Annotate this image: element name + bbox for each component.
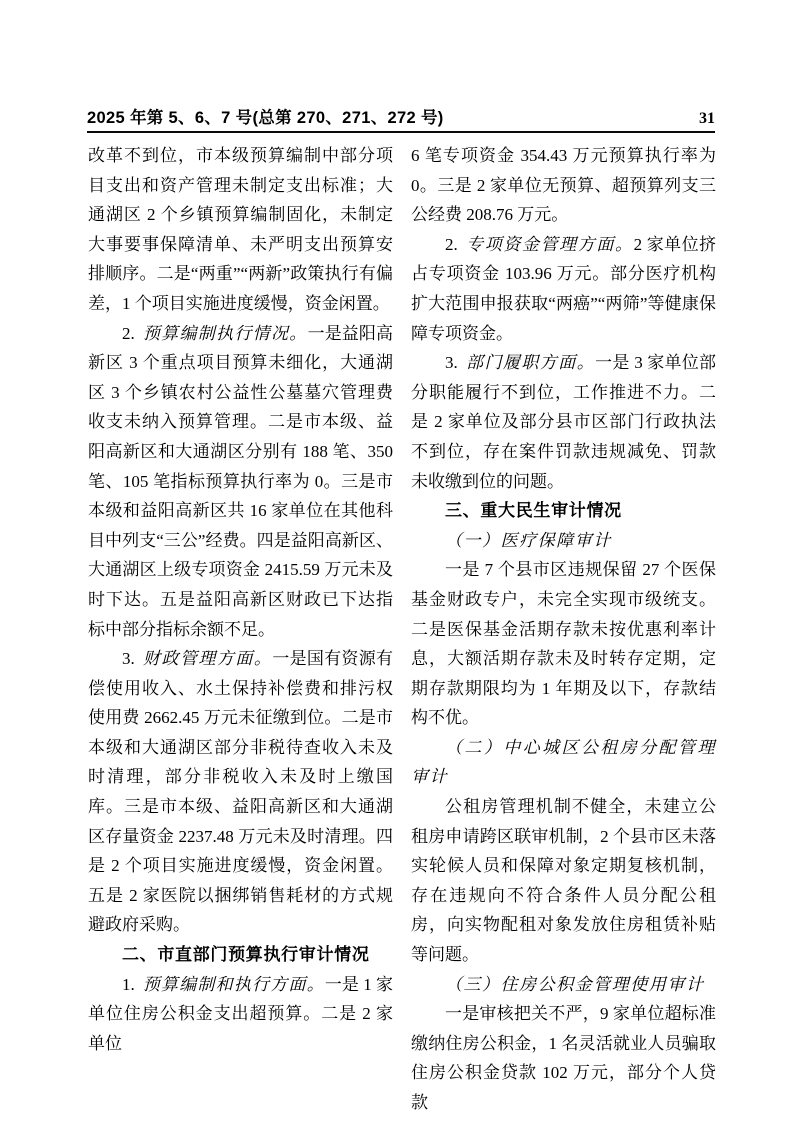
item-number: 1. bbox=[122, 974, 135, 994]
paragraph-text: 一是国有资源有偿使用收入、水土保持补偿费和排污权使用费 2662.45 万元未征缴到位。二是市本级和大通湖区部分非税待查收入未及时清理，部分非税收入未及时上缴国库。三是市本级、益阳高新区和大通湖区存量资金 2237.48 万元未及时清理。四是 2 个项目实施进度缓慢，资金闲置。五是 2 家医院以捆绑销售耗材的方式规避政府采购。 bbox=[88, 649, 393, 935]
item-lead: 专项资金管理方面。 bbox=[466, 234, 634, 254]
paragraph-text: 一是 3 家单位部分职能履行不到位，工作推进不力。二是 2 家单位及部分县市区部门行政执法不到位，存在案件罚款违规减免、罚款未收缴到位的问题。 bbox=[411, 353, 717, 491]
paragraph bbox=[411, 792, 716, 970]
subsection-heading-text: （三）住房公积金管理使用审计 bbox=[445, 974, 705, 994]
section-heading-text: 二、市直部门预算执行审计情况 bbox=[122, 945, 370, 965]
paragraph bbox=[411, 999, 716, 1117]
paragraph bbox=[88, 141, 393, 319]
paragraph bbox=[411, 141, 716, 230]
paragraph-text: 改革不到位，市本级预算编制中部分项目支出和资产管理未制定支出标准；大通湖区 2 个乡镇预算编制固化，未制定大事要事保障清单、未严明支出预算安排顺序。二是“两重”“两新”政策执行有偏差，1 个项目实施进度缓慢，资金闲置。 bbox=[88, 146, 393, 313]
paragraph-text: 一是审核把关不严，9 家单位超标准缴纳住房公积金，1 名灵活就业人员骗取住房公积金贷款 102 万元，部分个人贷款 bbox=[411, 1004, 716, 1112]
subsection-heading bbox=[411, 733, 716, 792]
paragraph-text: 6 笔专项资金 354.43 万元预算执行率为 0。三是 2 家单位无预算、超预算列支三公经费 208.76 万元。 bbox=[411, 146, 716, 225]
paragraph bbox=[411, 230, 716, 348]
item-lead: 预算编制和执行方面。 bbox=[142, 974, 325, 994]
paragraph bbox=[88, 644, 393, 940]
section-heading bbox=[88, 940, 393, 970]
page-number: 31 bbox=[699, 110, 715, 127]
page-content bbox=[88, 141, 716, 1118]
paragraph bbox=[411, 348, 716, 496]
item-lead: 财政管理方面。 bbox=[143, 649, 273, 669]
paragraph-text: 一是益阳高新区 3 个重点项目预算未细化，大通湖区 3 个乡镇农村公益性公墓墓穴管理费收支未纳入预算管理。二是市本级、益阳高新区和大通湖区分别有 188 笔、350 笔、105 笔指标预算执行率为 0。三是市本级和益阳高新区共 16 家单位在其他科目中列支“三公”经费。四是益阳高新区、大通湖区上级专项资金 2415.59 万元未及时下达。五是益阳高新区财政已下达指标中部分指标余额不足。 bbox=[88, 323, 394, 639]
item-number: 2. bbox=[445, 234, 458, 254]
subsection-heading-text: （二）中心城区公租房分配管理审计 bbox=[411, 737, 716, 787]
section-heading bbox=[411, 496, 716, 526]
paragraph bbox=[88, 970, 393, 1059]
item-number: 2. bbox=[122, 323, 135, 343]
column-right bbox=[411, 141, 716, 1118]
subsection-heading-text: （一）医疗保障审计 bbox=[445, 530, 612, 550]
paragraph-text: 一是 1 家单位住房公积金支出超预算。二是 2 家单位 bbox=[88, 974, 394, 1053]
issue-label: 2025 年第 5、6、7 号(总第 270、271、272 号) bbox=[87, 109, 444, 127]
paragraph bbox=[411, 555, 716, 733]
page-header bbox=[87, 104, 715, 133]
item-lead: 部门履职方面。 bbox=[466, 353, 596, 373]
paragraph-text: 2 家单位挤占专项资金 103.96 万元。部分医疗机构扩大范围申报获取“两癌”“两筛”等健康保障专项资金。 bbox=[411, 234, 716, 343]
item-number: 3. bbox=[445, 353, 458, 373]
paragraph-text: 公租房管理机制不健全，未建立公租房申请跨区联审机制，2 个县市区未落实轮候人员和保障对象定期复核机制，存在违规向不符合条件人员分配公租房，向实物配租对象发放住房租赁补贴等问题。 bbox=[411, 797, 716, 965]
section-heading-text: 三、重大民生审计情况 bbox=[445, 501, 622, 521]
item-lead: 预算编制执行情况。 bbox=[142, 323, 308, 343]
item-number: 3. bbox=[122, 649, 135, 669]
subsection-heading bbox=[411, 526, 716, 556]
paragraph-text: 一是 7 个县市区违规保留 27 个医保基金财政专户，未完全实现市级统支。二是医保基金活期存款未按优惠利率计息，大额活期存款未及时转存定期，定期存款期限均为 1 年期及以下，存款结构不优。 bbox=[411, 560, 716, 728]
column-left bbox=[88, 141, 393, 1118]
subsection-heading bbox=[411, 970, 716, 1000]
paragraph bbox=[88, 319, 393, 645]
